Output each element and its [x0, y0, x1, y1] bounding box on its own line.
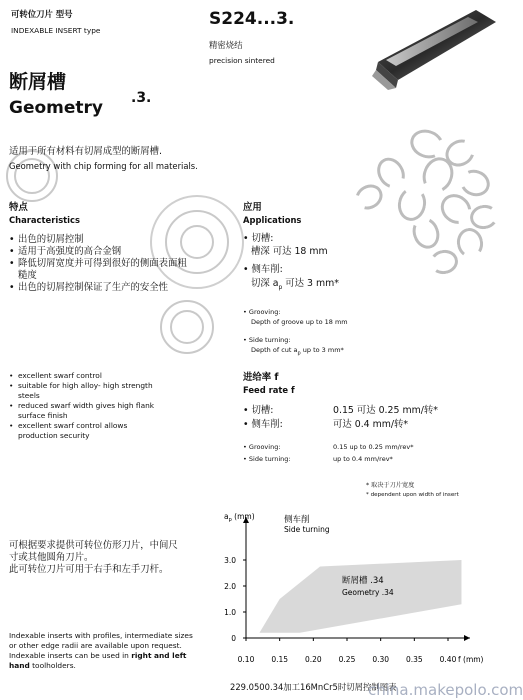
list-item: • excellent swarf control: [9, 371, 169, 381]
footnote-en: * dependent upon width of insert: [366, 492, 459, 498]
chart-caption: 229.0500.34加工16MnCr5时切屑控制图表: [230, 682, 397, 692]
y-axis-label: $a_p$ (mm): [224, 512, 255, 523]
feed-value-en: up to 0.4 mm/rev*: [333, 455, 393, 463]
x-tick-label: 0.10: [237, 655, 255, 664]
feed-title-en: Feed rate f: [243, 385, 295, 395]
characteristics-title-cn: 特点: [9, 202, 28, 213]
grooving-en-label: Grooving:: [248, 308, 281, 316]
x-tick-label: 0.25: [338, 655, 356, 664]
region-label-en: Geometry .34: [342, 588, 394, 597]
feed-value-en: 0.15 up to 0.25 mm/rev*: [333, 443, 414, 451]
bottom-cn: 可根据要求提供可转位仿形刀片，中间尺 寸或其他圆角刀片。 此可转位刀片可用于右手和左手刀杆。: [9, 540, 178, 575]
list-item: • suitable for high alloy- high strength steels: [9, 381, 168, 401]
turning-en-label: Side turning:: [248, 336, 291, 344]
watermark: china.makepolo.com: [368, 681, 523, 699]
list-item: • 出色的切屑控制: [9, 234, 199, 246]
application-turning-cn: • 侧车削:: [243, 264, 283, 275]
y-tick-label: 1.0: [224, 608, 236, 617]
header-cn-title: 可转位刀片 型号: [11, 9, 73, 19]
y-tick-label: 0: [231, 634, 236, 643]
characteristics-list-cn: [9, 234, 199, 294]
x-tick-label: 0.35: [405, 655, 423, 664]
geometry-cn: 断屑槽: [9, 71, 67, 93]
feed-row-en: • Grooving:: [243, 443, 281, 451]
chart-title-en: Side turning: [284, 525, 330, 534]
geometry-en: Geometry: [9, 98, 103, 118]
y-tick-label: 3.0: [224, 556, 236, 565]
region-label-cn: 断屑槽 .34: [342, 576, 384, 586]
turning-cn-value: 切深 $a_p$ 可达 3 mm*: [251, 278, 339, 291]
list-item: • 出色的切屑控制保证了生产的安全性: [9, 282, 199, 294]
application-grooving-en: • Grooving:: [243, 308, 281, 316]
x-axis-label: f (mm): [458, 655, 484, 664]
turning-en-value: Depth of cut $a_p$ up to 3 mm*: [251, 346, 344, 357]
y-tick-label: 2.0: [224, 582, 236, 591]
intro-cn: 适用于所有材料有切屑成型的断屑槽.: [9, 146, 162, 157]
sintered-cn: 精密烧结: [209, 40, 243, 50]
chart-title-cn: 侧车削: [284, 515, 310, 525]
applications-title-cn: 应用: [243, 202, 262, 213]
feed-row-cn: • 切槽:: [243, 405, 274, 416]
feed-row-cn: • 侧车削:: [243, 419, 283, 430]
grooving-cn-value: 槽深 可达 18 mm: [251, 246, 328, 257]
x-tick-label: 0.20: [304, 655, 322, 664]
list-item: • 降低切屑宽度并可得到很好的侧面表面粗糙度: [9, 258, 194, 282]
bottom-en: Indexable inserts with profiles, intermediate sizes or other edge radii are available upon request. Indexable inserts can be used in right and left hand toolholders.: [9, 631, 193, 670]
chip-control-chart: [200, 505, 500, 680]
characteristics-title-en: Characteristics: [9, 215, 80, 225]
grooving-en-value: Depth of groove up to 18 mm: [251, 318, 348, 326]
footnote-cn: * 取决于刀片宽度: [366, 482, 415, 489]
feed-row-en: • Side turning:: [243, 455, 291, 463]
x-axis-arrow: [464, 635, 470, 641]
application-grooving-cn: • 切槽:: [243, 233, 274, 244]
sintered-en: precision sintered: [209, 56, 275, 65]
insert-image: [366, 0, 501, 95]
feed-title-cn: 进给率 f: [243, 372, 279, 383]
intro-en: Geometry with chip forming for all materials.: [9, 161, 198, 171]
characteristics-list-en: [9, 371, 169, 441]
list-item: • excellent swarf control allows production security: [9, 421, 158, 441]
feed-value-cn: 0.15 可达 0.25 mm/转*: [333, 405, 438, 416]
model-code: S224...3.: [209, 9, 295, 29]
x-tick-label: 0.30: [372, 655, 390, 664]
applications-title-en: Applications: [243, 215, 302, 225]
feed-value-cn: 可达 0.4 mm/转*: [333, 419, 409, 430]
list-item: • reduced swarf width gives high flank surface finish: [9, 401, 178, 421]
geometry-code: .3.: [131, 90, 152, 106]
list-item: • 适用于高强度的高合金钢: [9, 246, 199, 258]
x-tick-label: 0.15: [271, 655, 289, 664]
header-en-title: INDEXABLE INSERT type: [11, 26, 101, 35]
application-turning-en: • Side turning:: [243, 336, 291, 344]
grooving-cn-label: 切槽:: [251, 233, 274, 244]
turning-cn-label: 侧车削:: [251, 264, 283, 275]
x-tick-label: 0.40: [439, 655, 457, 664]
